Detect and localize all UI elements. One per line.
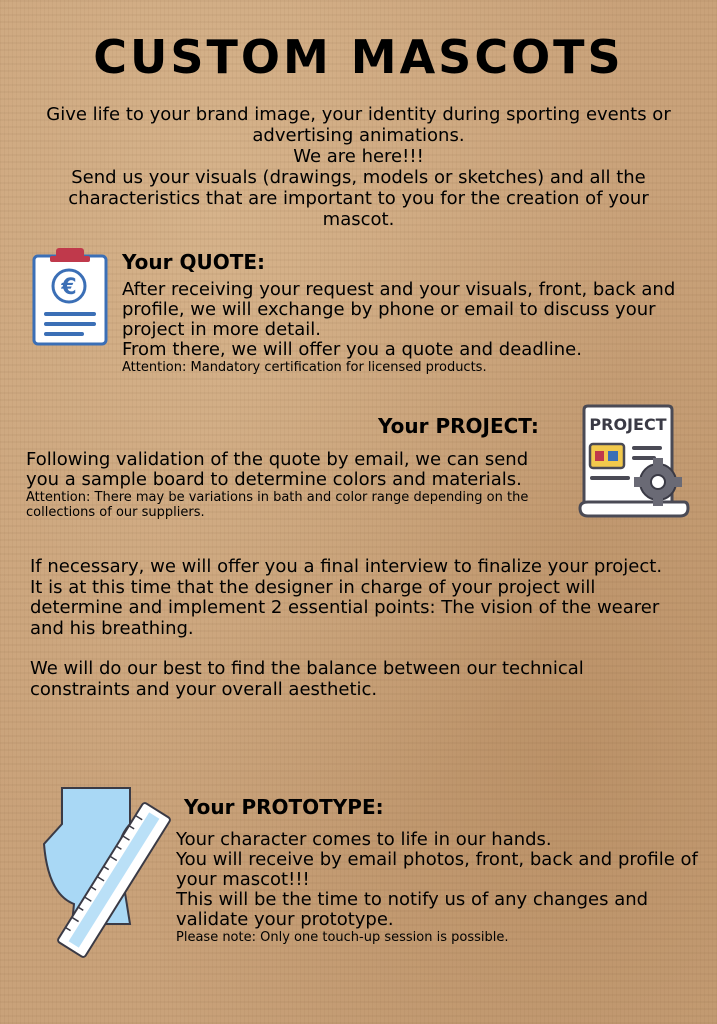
intro-line-3: Send us your visuals (drawings, models or sketches) and all the characteristics that are important to you for the creation of your mascot. (68, 167, 649, 230)
prototype-section (176, 830, 712, 945)
quote-text-2: From there, we will offer you a quote and deadline. (122, 339, 582, 360)
prototype-text-2: You will receive by email photos, front, back and profile of your mascot!!! (176, 849, 698, 890)
euro-symbol: € (61, 275, 77, 300)
page-title: CUSTOM MASCOTS (93, 30, 624, 84)
prototype-heading: Your PROTOTYPE: (184, 795, 384, 819)
clipboard-euro-icon (32, 246, 110, 348)
quote-text-1: After receiving your request and your visuals, front, back and profile, we will exchange by phone or email to discuss your project in more detail. (122, 279, 676, 340)
prototype-text-3: This will be the time to notify us of any changes and validate your prototype. (176, 889, 649, 930)
interview-paragraph-2: We will do our best to find the balance between our technical constraints and your overall aesthetic. (30, 658, 584, 700)
intro-line-2: We are here!!! (293, 146, 424, 167)
prototype-text-1: Your character comes to life in our hands. (176, 829, 552, 850)
project-note: Attention: There may be variations in bath and color range depending on the collections of our suppliers. (26, 490, 529, 520)
intro-text (40, 104, 677, 230)
sewing-pattern-ruler-icon (42, 784, 172, 960)
quote-heading: Your QUOTE: (122, 250, 265, 274)
project-heading: Your PROJECT: (378, 414, 539, 438)
prototype-note: Please note: Only one touch-up session is possible. (176, 930, 509, 945)
project-section (26, 450, 561, 520)
quote-note: Attention: Mandatory certification for licensed products. (122, 360, 487, 375)
quote-section (122, 250, 682, 375)
project-document-gear-icon (576, 404, 690, 522)
project-text-1: Following validation of the quote by email, we can send you a sample board to determine colors and materials. (26, 449, 529, 490)
interview-paragraph-1: If necessary, we will offer you a final interview to finalize your project. It is at this time that the designer in charge of your project will determine and implement 2 essential points: The vision of the wearer and his breathing. (30, 556, 663, 639)
interview-section (30, 557, 680, 700)
project-icon-label: PROJECT (589, 415, 667, 434)
intro-line-1: Give life to your brand image, your identity during sporting events or advertising animations. (46, 104, 671, 146)
